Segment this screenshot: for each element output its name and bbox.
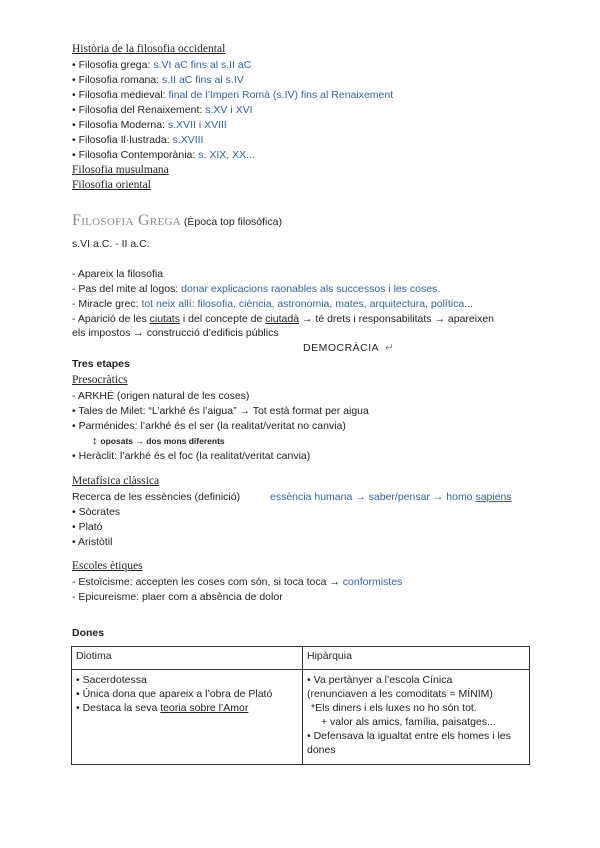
item-label: • Filosofia romana: (72, 74, 163, 86)
line-part: - Aparició de les (72, 313, 150, 325)
metafisica-essencia (270, 491, 512, 503)
list-item (72, 104, 253, 116)
grega-title-line (72, 212, 282, 230)
item-period: s.VI aC fins al s.II aC (153, 59, 252, 71)
list-item (72, 134, 203, 146)
historia-title: Història de la filosofia occidental (72, 43, 226, 55)
hiparquia-line-5: • Defensava la igualtat entre els homes i les (307, 730, 511, 742)
line-detail: tot neix allí: filosofia, ciència, astronomia, mates, arquitectura, política... (141, 298, 473, 310)
updown-arrow-icon: ↕ (92, 435, 98, 447)
essencia-text: essència humana → saber/pensar → homo (270, 491, 476, 503)
diotima-cell (72, 670, 303, 765)
presocratics-line-3: • Parménides: l’arkhé és el ser (la realitat/veritat no canvia) (72, 420, 346, 432)
escoles-heading: Escoles ètiques (72, 560, 143, 572)
grega-line-2 (72, 283, 440, 295)
item-period: s.XV i XVI (205, 104, 253, 116)
table-header-diotima: Diotima (72, 647, 303, 670)
line-part: → té drets i responsabilitats → apareixen (299, 313, 495, 325)
list-item (72, 59, 251, 71)
list-item (72, 89, 393, 101)
item-label: • Filosofia Il·lustrada: (72, 134, 173, 146)
item-period: s.XVIII (172, 134, 204, 146)
musulmana-heading: Filosofia musulmana (72, 164, 169, 176)
conformistes-word: conformistes (342, 576, 403, 588)
grega-dates: s.VI a.C. - II a.C. (72, 238, 150, 250)
hiparquia-line-3: *Els diners i els luxes no ho són tot. (311, 702, 477, 714)
metafisica-socrates: • Sòcrates (72, 506, 121, 518)
oposats-text: oposats → dos mons diferents (100, 436, 225, 446)
item-period: final de l’Imperi Romà (s.IV) fins al Renaixement (168, 89, 394, 101)
hiparquia-line-1: • Va pertànyer a l’escola Cínica (307, 674, 453, 686)
escoles-line-1 (72, 576, 402, 588)
diotima-line-1: • Sacerdotessa (76, 674, 147, 686)
metafisica-line-1: Recerca de les essències (definició) (72, 491, 241, 503)
grega-line-4 (72, 313, 494, 325)
line-part: i del concepte de (179, 313, 266, 325)
item-label: • Filosofia medieval: (72, 89, 169, 101)
oposats-note (92, 435, 225, 447)
line-detail: donar explicacions raonables als successos i les coses. (181, 283, 441, 295)
line-label: - Pas del mite al logos: (72, 283, 182, 295)
dones-table (71, 646, 530, 765)
metafisica-plato: • Plató (72, 521, 103, 533)
table-header-row (72, 647, 530, 670)
list-item (72, 74, 244, 86)
item-period: s. XIX, XX... (198, 149, 255, 161)
ciutada-word: ciutadà (265, 313, 300, 325)
etapes-title: Tres etapes (72, 358, 130, 370)
table-header-hiparquia: Hipàrquia (303, 647, 530, 670)
presocratics-line-1: - ARKHÉ (origen natural de les coses) (72, 390, 250, 402)
presocratics-line-2: • Tales de Milet: “L’arkhé és l’aigua” → Tot està format per aigua (72, 405, 369, 417)
teoria-amor-text: teoria sobre l’Amor (160, 702, 249, 714)
hiparquia-line-2: (renunciaven a les comoditats = MÍNIM) (307, 688, 493, 700)
democracia-text: DEMOCRÀCIA (303, 342, 380, 354)
destaca-text: • Destaca la seva (76, 702, 161, 714)
item-label: • Filosofia del Renaixement: (72, 104, 206, 116)
metafisica-heading: Metafísica clàssica (72, 475, 160, 487)
line-label: - Miracle grec: (72, 298, 142, 310)
item-label: • Filosofia Moderna: (72, 119, 168, 131)
sapiens-word: sapiens (475, 491, 512, 503)
democracia-line (303, 342, 394, 354)
list-item (72, 149, 255, 161)
return-icon: ↵ (385, 342, 394, 354)
oriental-heading: Filosofia oriental (72, 179, 151, 191)
grega-line-5: els impostos → construcció d’edificis públics (72, 327, 279, 339)
ciutats-word: ciutats (149, 313, 180, 325)
grega-line-1: - Apareix la filosofia (72, 268, 164, 280)
diotima-line-3 (76, 701, 298, 715)
presocratics-line-4: • Heràclit: l’arkhé és el foc (la realitat/veritat canvia) (72, 450, 311, 462)
metafisica-aristotil: • Aristòtil (72, 536, 113, 548)
diotima-line-2: • Única dona que apareix a l’obra de Plató (76, 688, 273, 700)
list-item (72, 119, 227, 131)
dones-title: Dones (72, 627, 105, 639)
item-label: • Filosofia Contemporània: (72, 149, 199, 161)
presocratics-heading: Presocràtics (72, 374, 128, 386)
item-period: s.II aC fins al s.IV (162, 74, 244, 86)
escoles-line-2: - Epicureisme: plaer com a absència de dolor (72, 591, 283, 603)
hiparquia-line-6: dones (307, 744, 336, 756)
estoicisme-text: - Estoïcisme: accepten les coses com són, si toca toca → (72, 576, 343, 588)
grega-subtitle: (Època top filosòfica) (181, 216, 282, 228)
grega-title: Filosofia Grega (72, 212, 182, 229)
table-row (72, 670, 530, 765)
grega-line-3 (72, 298, 473, 310)
hiparquia-line-4: + valor als amics, família, paisatges... (321, 716, 496, 728)
item-label: • Filosofia grega: (72, 59, 154, 71)
hiparquia-cell (303, 670, 530, 765)
item-period: s.XVII i XVIII (167, 119, 227, 131)
